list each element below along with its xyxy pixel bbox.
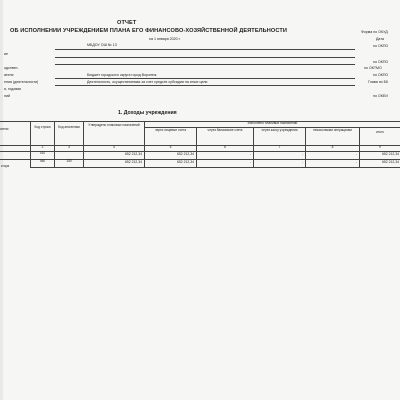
th-indicator: атели [0,127,9,131]
report-subtitle: ОБ ИСПОЛНЕНИИ УЧРЕЖДЕНИЕМ ПЛАНА ЕГО ФИНАНСОВО-ХОЗЯЙСТВЕННОЙ ДЕЯТЕЛЬНОСТИ [10,28,288,34]
col-number: 6 [224,145,226,149]
left-label-1: ие [4,52,9,56]
cell-via-bank: - [249,160,251,164]
code-label-okud: Форма по ОКУД [361,30,388,34]
th-via-bank: через банковские счета [207,128,243,132]
th-approved: Утверждено плановых назначений [88,123,140,127]
th-line-code: Код строки [34,125,51,129]
code-label-okpo2: по ОКПО [373,60,389,64]
institution-name: МБДОУ ОШ № 13 [87,43,117,47]
underline-institution [55,49,355,50]
left-label-2: одствен- [4,66,19,70]
col-number: 9 [379,145,381,149]
cell-non-cash: - [355,152,357,156]
code-label-oktmo: по ОКТМО [364,66,382,70]
cell-total: 652 212,34 [382,152,399,156]
cell-via-personal: 652 212,34 [177,152,194,156]
cell-line-code: 010 [39,151,46,155]
report-date: на 1 января 2020 г. [149,37,181,41]
cell-via-bank: - [249,152,251,156]
th-via-personal: через лицевые счета [154,128,187,132]
th-analytics-code: Код аналитики [58,125,80,129]
code-label-okei: по ОКЕИ [373,94,388,98]
left-label-6: ний [4,94,10,98]
left-label-3: ателя [4,73,14,77]
code-label-okpo: по ОКПО [373,44,389,48]
underline-budget [55,78,355,79]
cell-via-personal: 652 212,34 [177,160,194,164]
cell-non-cash: - [355,160,357,164]
cell-line-code: 060 [39,159,46,163]
code-label-glava-bk: Глава по БК [368,80,389,84]
underline-activity [55,85,355,86]
col-number: 7 [278,145,281,149]
cell-analytics: 150 [66,159,72,163]
code-label-date: Дата [376,37,384,41]
col-number: 4 [113,145,115,149]
col-number: 2 [41,145,44,149]
th-total: итого [376,130,384,134]
cell-approved: 652 212,34 [125,152,142,156]
col-number: 5 [169,145,172,149]
scan-edge-shadow [0,0,3,400]
cell-via-cash: - [301,160,303,164]
cell-approved: 652 212,34 [125,160,142,164]
underline-blank-2 [55,64,355,65]
col-number: 3 [68,145,70,149]
budget-name: Бюджет городского округа город Воронеж [87,73,157,77]
row-label-tail: ктора [1,164,10,168]
section-title: 1. Доходы учреждения [118,110,177,116]
th-via-cash: через кассу учреждения [261,128,298,132]
th-non-cash: некассовыми операциями [313,128,352,132]
code-label-okpo3: по ОКПО [373,73,389,77]
col-number: 8 [331,145,334,149]
activity-type: Деятельность, осуществляемая за счет средств субсидии на иные цели [87,80,208,84]
underline-blank-1 [55,57,355,58]
table-row2-bottom [30,167,400,168]
left-label-5: я, годовая [4,87,22,91]
cell-via-cash: - [301,152,303,156]
cell-total: 652 212,34 [382,160,399,164]
report-title: ОТЧЕТ [117,20,137,26]
left-label-4: ения (деятельности) [4,80,39,84]
th-execution-group: Исполнено плановых назначений [247,121,298,125]
